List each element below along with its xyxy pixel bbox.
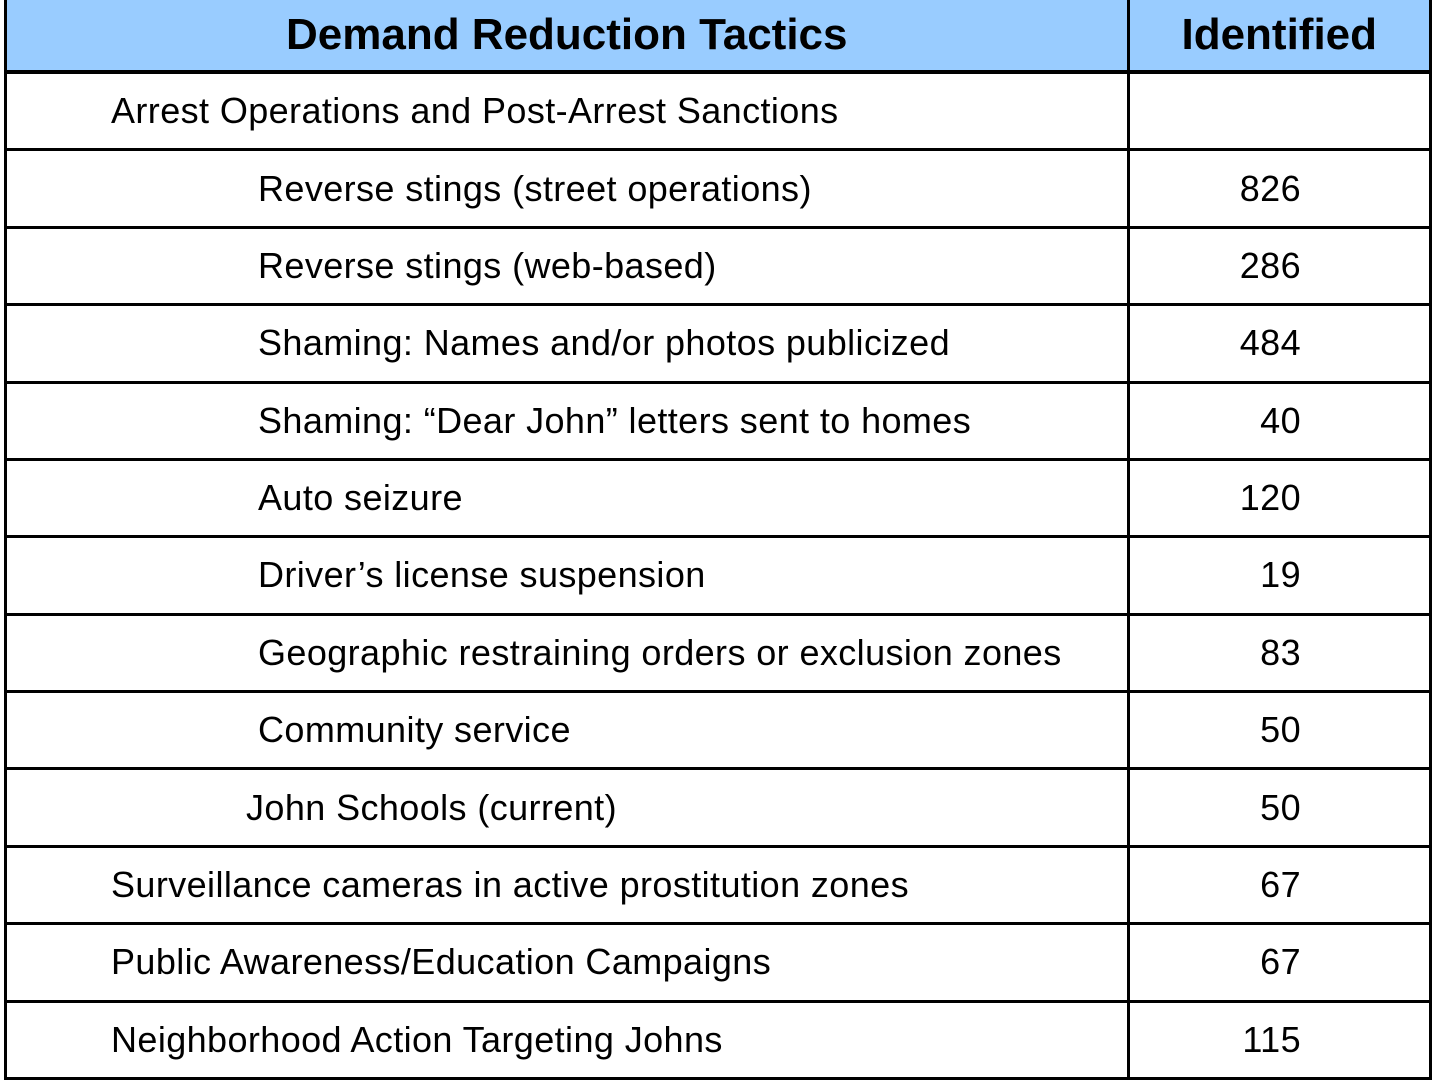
count-cell: 19 (1128, 537, 1429, 614)
table-row (7, 614, 1429, 691)
tactic-cell: Auto seizure (7, 459, 1128, 536)
count-cell (1128, 72, 1429, 150)
count-cell: 50 (1128, 692, 1429, 769)
table-row (7, 769, 1429, 846)
table-row (7, 537, 1429, 614)
tactic-cell: Neighborhood Action Targeting Johns (7, 1001, 1128, 1077)
tactic-cell: Shaming: Names and/or photos publicized (7, 305, 1128, 382)
table-row (7, 924, 1429, 1001)
count-cell: 826 (1128, 150, 1429, 227)
table-row (7, 227, 1429, 304)
count-cell: 83 (1128, 614, 1429, 691)
count-cell: 286 (1128, 227, 1429, 304)
tactics-table-container (4, 0, 1432, 1080)
tactic-cell: Reverse stings (web-based) (7, 227, 1128, 304)
count-cell: 120 (1128, 459, 1429, 536)
tactic-cell: Community service (7, 692, 1128, 769)
demand-reduction-tactics-table (7, 0, 1429, 1077)
count-cell: 115 (1128, 1001, 1429, 1077)
tactic-cell: John Schools (current) (7, 769, 1128, 846)
count-cell: 67 (1128, 924, 1429, 1001)
table-row (7, 150, 1429, 227)
column-header-identified: Identified (1128, 0, 1429, 72)
tactic-cell: Reverse stings (street operations) (7, 150, 1128, 227)
table-row (7, 692, 1429, 769)
count-cell: 484 (1128, 305, 1429, 382)
tactic-cell: Driver’s license suspension (7, 537, 1128, 614)
table-row (7, 72, 1429, 150)
table-row (7, 382, 1429, 459)
table-row (7, 846, 1429, 923)
count-cell: 40 (1128, 382, 1429, 459)
tactic-cell: Surveillance cameras in active prostitution zones (7, 846, 1128, 923)
tactic-cell: Shaming: “Dear John” letters sent to homes (7, 382, 1128, 459)
count-cell: 67 (1128, 846, 1429, 923)
table-row (7, 305, 1429, 382)
table-row (7, 1001, 1429, 1077)
tactic-cell: Public Awareness/Education Campaigns (7, 924, 1128, 1001)
tactic-cell: Arrest Operations and Post-Arrest Sanctions (7, 72, 1128, 150)
table-row (7, 459, 1429, 536)
count-cell: 50 (1128, 769, 1429, 846)
tactic-cell: Geographic restraining orders or exclusion zones (7, 614, 1128, 691)
table-header-row (7, 0, 1429, 72)
column-header-tactics: Demand Reduction Tactics (7, 0, 1128, 72)
